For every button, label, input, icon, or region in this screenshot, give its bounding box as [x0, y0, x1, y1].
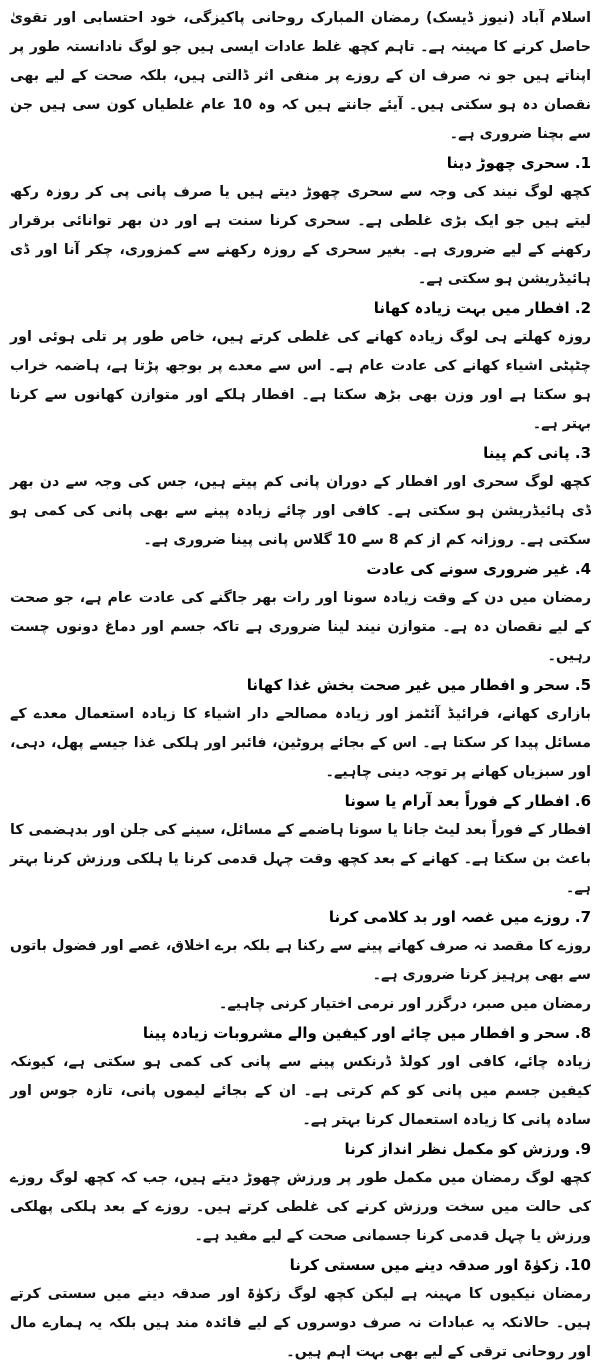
article-intro: اسلام آباد (نیوز ڈیسک) رمضان المبارک روحانی پاکیزگی، خود احتسابی اور تقویٰ حاصل کرنے کا مہینہ ہے۔ تاہم کچھ غلط عادات ایسی ہیں جو لوگ نادانستہ طور پر اپناتے ہیں جو نہ صرف ان کے روزے پر منفی اثر ڈالتی ہیں، بلکہ صحت کے لیے بھی نقصان دہ ہو سکتی ہیں۔ آیئے جانتے ہیں کہ وہ 10 عام غلطیاں کون سی ہیں جن سے بچنا ضروری ہے۔	[10, 10, 591, 142]
section-heading: 8. سحر و افطار میں چائے اور کیفین والے مشروبات زیادہ پینا	[142, 1024, 591, 1042]
section-heading: 9. ورزش کو مکمل نظر انداز کرنا	[344, 1140, 591, 1158]
section-3	[10, 439, 591, 555]
section-heading: 7. روزے میں غصہ اور بد کلامی کرنا	[328, 908, 591, 926]
section-2	[10, 294, 591, 439]
section-heading: 3. پانی کم پینا	[483, 444, 591, 462]
section-heading: 10. زکوٰۃ اور صدقہ دینے میں سستی کرنا	[289, 1256, 591, 1274]
section-heading: 5. سحر و افطار میں غیر صحت بخش غذا کھانا	[246, 676, 591, 694]
section-paragraph: روزے کا مقصد نہ صرف کھانے پینے سے رکنا ہے بلکہ برے اخلاق، غصے اور فضول باتوں سے بھی پرہیز کرنا ضروری ہے۔	[10, 938, 591, 983]
section-heading: 2. افطار میں بہت زیادہ کھانا	[373, 299, 591, 317]
section-paragraph: کچھ لوگ سحری اور افطار کے دوران پانی کم پیتے ہیں، جس کی وجہ سے دن بھر ڈی ہائیڈریشن ہو سکتی ہے۔ کافی اور چائے زیادہ پینے سے بھی پانی کی کمی ہو سکتی ہے۔ روزانہ کم از کم 8 سے 10 گلاس پانی پینا ضروری ہے۔	[10, 474, 591, 548]
section-7	[10, 903, 591, 1019]
section-paragraph: رمضان میں دن کے وقت زیادہ سونا اور رات بھر جاگنے کی عادت عام ہے، جو صحت کے لیے نقصان دہ ہے۔ متوازن نیند لینا ضروری ہے تاکہ جسم اور دماغ دونوں چست رہیں۔	[10, 590, 591, 664]
section-heading: 4. غیر ضروری سونے کی عادت	[366, 560, 591, 578]
section-9	[10, 1135, 591, 1251]
section-4	[10, 555, 591, 671]
section-paragraph: کچھ لوگ رمضان میں مکمل طور پر ورزش چھوڑ دیتے ہیں، جب کہ کچھ لوگ روزے کی حالت میں سخت ورزش کرنے کی غلطی کرتے ہیں۔ روزے کے بعد ہلکی پھلکی ورزش یا چہل قدمی کرنا جسمانی صحت کے لیے مفید ہے۔	[10, 1170, 591, 1244]
section-paragraph: افطار کے فوراً بعد لیٹ جانا یا سونا ہاضمے کے مسائل، سینے کی جلن اور بدہضمی کا باعث بن سکتا ہے۔ کھانے کے بعد کچھ وقت چہل قدمی کرنا یا ہلکی ورزش کرنا بہتر ہے۔	[10, 822, 591, 896]
section-paragraph: رمضان میں صبر، درگزر اور نرمی اختیار کرنی چاہیے۔	[219, 996, 591, 1012]
section-6	[10, 787, 591, 903]
section-paragraph: کچھ لوگ نیند کی وجہ سے سحری چھوڑ دیتے ہیں یا صرف پانی پی کر روزہ رکھ لیتے ہیں جو ایک بڑی غلطی ہے۔ سحری کرنا سنت ہے اور دن بھر توانائی برقرار رکھنے کے لیے ضروری ہے۔ بغیر سحری کے روزہ رکھنے سے کمزوری، چکر آنا اور ڈی ہائیڈریشن ہو سکتی ہے۔	[10, 184, 591, 287]
section-heading: 1. سحری چھوڑ دینا	[446, 154, 591, 172]
section-heading: 6. افطار کے فوراً بعد آرام یا سونا	[344, 792, 591, 810]
section-paragraph: بازاری کھانے، فرائیڈ آئٹمز اور زیادہ مصالحے دار اشیاء کا زیادہ استعمال معدے کے مسائل پیدا کر سکتا ہے۔ اس کے بجائے پروٹین، فائبر اور ہلکی غذا جیسے پھل، دہی، اور سبزیاں کھانے پر توجہ دینی چاہیے۔	[10, 706, 591, 780]
section-paragraph: روزہ کھلتے ہی لوگ زیادہ کھانے کی غلطی کرتے ہیں، خاص طور پر تلی ہوئی اور چٹپٹی اشیاء کھانے کی عادت عام ہے۔ اس سے معدے پر بوجھ پڑتا ہے، ہاضمہ خراب ہو سکتا ہے اور وزن بھی بڑھ سکتا ہے۔ افطار ہلکے اور متوازن کھانوں سے کرنا بہتر ہے۔	[10, 329, 591, 432]
section-1	[10, 149, 591, 294]
section-paragraph: زیادہ چائے، کافی اور کولڈ ڈرنکس پینے سے پانی کی کمی ہو سکتی ہے، کیونکہ کیفین جسم میں پانی کو کم کرتی ہے۔ ان کے بجائے لیموں پانی، تازہ جوس اور سادہ پانی کا زیادہ استعمال کرنا بہتر ہے۔	[10, 1054, 591, 1128]
section-8	[10, 1019, 591, 1135]
section-10	[10, 1251, 591, 1367]
section-5	[10, 671, 591, 787]
section-paragraph: رمضان نیکیوں کا مہینہ ہے لیکن کچھ لوگ زکوٰۃ اور صدقہ دینے میں سستی کرتے ہیں۔ حالانکہ یہ عبادات نہ صرف دوسروں کے لیے فائدہ مند ہیں بلکہ یہ ہمارے مال اور روحانی ترقی کے لیے بھی بہت اہم ہیں۔	[10, 1286, 591, 1360]
